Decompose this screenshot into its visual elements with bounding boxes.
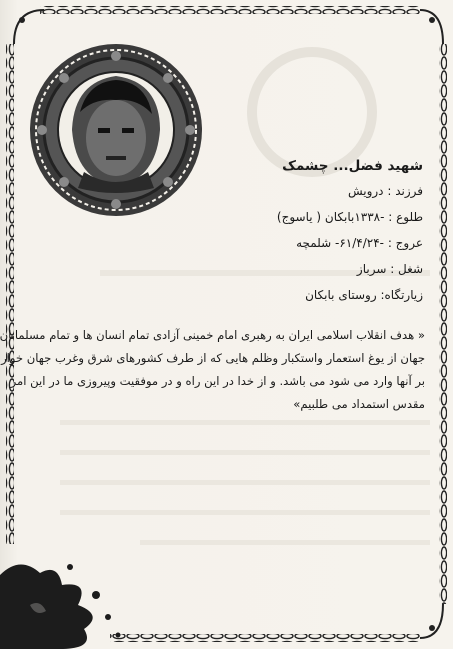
quote-line: مقدس استمداد می طلبیم» bbox=[293, 397, 425, 411]
death-info: عروج : -۶۱/۴/۲۴- شلمچه bbox=[296, 236, 423, 250]
father-name: فرزند : درویش bbox=[347, 184, 423, 198]
martyr-name: شهید فضل... چشمک bbox=[282, 158, 423, 174]
birth-info: طلوع : -۱۳۳۸بابکان ( یاسوج) bbox=[276, 210, 423, 224]
quote-line: بر آنها وارد می شود می باشد. و از خدا در این راه و در موفقیت وپیروزی ما در این امر bbox=[10, 374, 425, 388]
ink-splatter-icon bbox=[0, 555, 140, 649]
burial-place: زیارتگاه: روستای بابکان bbox=[305, 288, 423, 302]
testament-quote bbox=[0, 324, 425, 416]
quote-line: « هدف انقلاب اسلامی ایران به رهبری امام خمینی آزادی تمام انسان ها و تمام مسلمانان bbox=[0, 328, 425, 342]
quote-line: جهان از یوغ استعمار واستکبار وظلم هایی که از طرف کشورهای شرق وغرب جهان خوار bbox=[1, 351, 425, 365]
occupation: شغل : سرباز bbox=[356, 262, 423, 276]
martyr-portrait-icon bbox=[28, 42, 204, 218]
